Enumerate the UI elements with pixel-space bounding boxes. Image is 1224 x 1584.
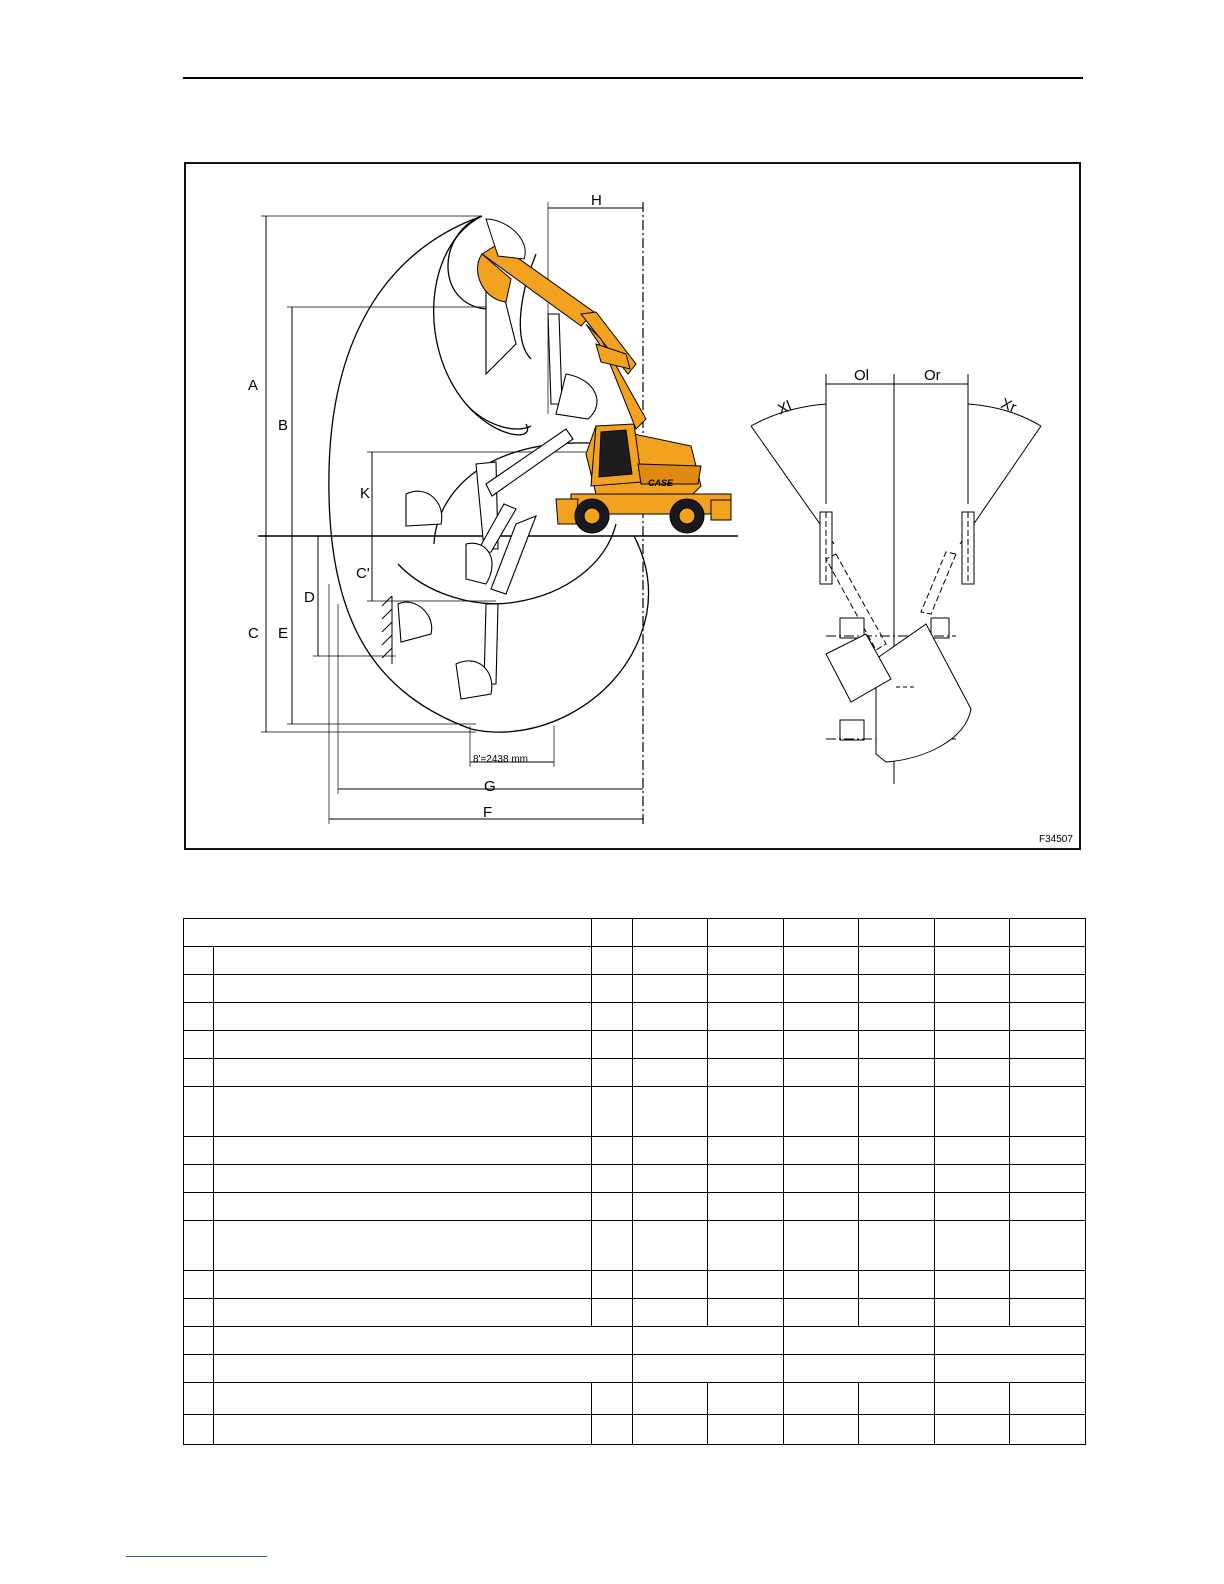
dimension-figure [184,162,1081,850]
table-row [184,1087,1086,1137]
header-rule [183,77,1083,79]
table-row [184,1165,1086,1193]
label-a: A [248,377,259,394]
footer-link-underline[interactable] [126,1556,267,1557]
label-d: D [304,589,315,606]
specs-table [183,918,1086,1445]
table-row [184,1137,1086,1165]
label-or: Or [924,367,941,384]
label-c: C [248,625,259,642]
label-e: E [278,625,289,642]
excavator-diagram [186,164,1083,852]
table-row-merged [184,1327,1086,1355]
table-row [184,975,1086,1003]
label-f: F [483,804,493,821]
case-logo: CASE [648,478,674,488]
label-ol: Ol [854,367,869,384]
label-h: H [591,192,602,209]
table-row [184,1031,1086,1059]
table-row-merged [184,1355,1086,1383]
label-k: K [360,485,371,502]
table-row [184,1383,1086,1415]
table-header-row [184,919,1086,947]
table-row [184,1299,1086,1327]
table-row [184,1221,1086,1271]
table-row [184,947,1086,975]
label-b: B [278,417,289,434]
label-g: G [484,778,496,795]
table-row [184,1059,1086,1087]
label-xl: Xl [775,397,794,419]
figure-id: F34507 [1039,834,1073,845]
label-xr: Xr [998,395,1019,417]
table-row [184,1193,1086,1221]
table-row [184,1271,1086,1299]
table-row [184,1003,1086,1031]
label-c-prime: C' [356,565,370,582]
table-row [184,1415,1086,1445]
scale-note: 8'=2438 mm [473,754,528,765]
